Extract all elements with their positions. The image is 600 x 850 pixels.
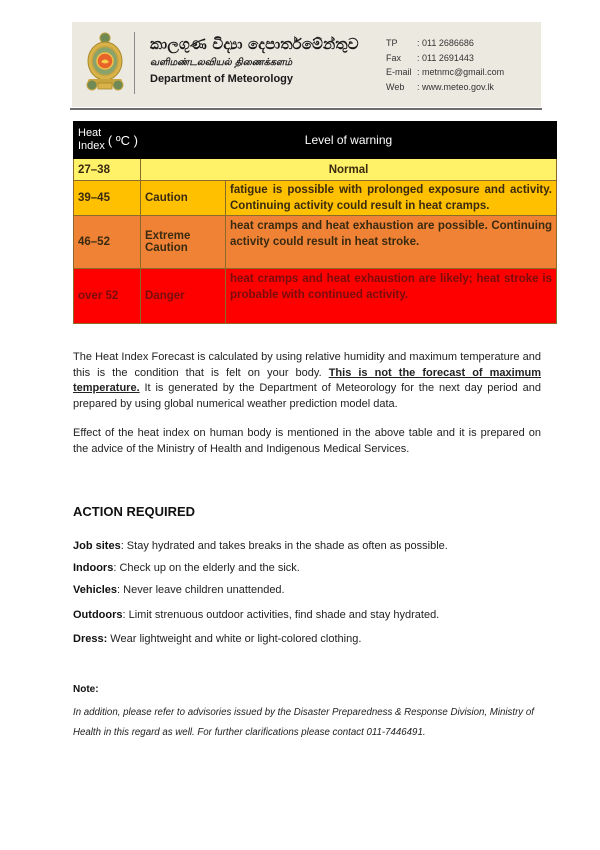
sri-lanka-emblem-icon (84, 31, 126, 93)
action-label: Job sites (73, 540, 121, 552)
action-text: Stay hydrated and takes breaks in the shade as often as possible. (123, 540, 448, 552)
table-row-extreme-caution (74, 216, 557, 269)
action-item-dress (73, 633, 361, 645)
action-text: Check up on the elderly and the sick. (116, 562, 300, 574)
contact-label: Web (386, 81, 405, 92)
action-item-vehicles: Vehicles: Never leave children unattended. (73, 584, 285, 596)
contact-web (386, 80, 504, 95)
warning-description-cell: heat cramps and heat exhaustion are possible. Continuing activity could result in heat stroke. (226, 216, 557, 269)
warning-description-cell: fatigue is possible with prolonged exposure and activity. Continuing activity could result in heat cramps. (226, 181, 557, 216)
department-names (150, 34, 359, 88)
explanation-text-continued: It is generated by the Department of Meteorology for the next day period and prepared by using global numerical weather prediction model data. (73, 382, 541, 410)
action-item-outdoors: Outdoors: Limit strenuous outdoor activities, find shade and stay hydrated. (73, 609, 440, 621)
action-required-heading: ACTION REQUIRED (73, 504, 196, 519)
contact-details (386, 36, 504, 94)
action-text: Limit strenuous outdoor activities, find shade and stay hydrated. (125, 609, 440, 621)
contact-fax (386, 51, 504, 66)
department-name-tamil: வளிமண்டலவியல் திணைக்களம் (150, 57, 293, 68)
department-name-english: Department of Meteorology (150, 73, 294, 85)
heat-range-cell: 39–45 (74, 181, 141, 216)
contact-email (386, 65, 504, 80)
contact-phone (386, 36, 504, 51)
letterhead (72, 22, 541, 107)
contact-label: E-mail (386, 67, 412, 77)
action-label: Outdoors (73, 609, 123, 621)
heat-index-explanation (73, 350, 541, 412)
action-label: Vehicles (73, 584, 118, 596)
warning-level-cell: Normal (141, 159, 557, 181)
header-heat-label: Heat (78, 127, 102, 139)
letterhead-divider (134, 32, 135, 94)
header-unit-label: ( ºC ) (107, 132, 138, 148)
note-label: Note: (73, 684, 99, 695)
contact-value: : 011 2686686 (417, 38, 474, 48)
note-text: In addition, please refer to advisories issued by the Disaster Preparedness & Response Division, Ministry of Health in this regard as well. For further clarifications please contact 011-7446491. (73, 707, 534, 738)
table-header-row (74, 122, 557, 159)
heat-index-column-header (74, 122, 141, 159)
heat-index-table (73, 121, 557, 324)
contact-label: TP (386, 38, 398, 48)
warning-description-cell: heat cramps and heat exhaustion are likely; heat stroke is probable with continued activity. (226, 269, 557, 324)
table-row-danger (74, 269, 557, 324)
warning-level-cell: Caution (141, 181, 226, 216)
heat-range-cell: 27–38 (74, 159, 141, 181)
action-text: Never leave children unattended. (120, 584, 285, 596)
contact-value: : 011 2691443 (417, 52, 474, 63)
warning-level-cell: Danger (141, 269, 226, 324)
action-text: Wear lightweight and white or light-colored clothing. (107, 633, 362, 645)
action-label: Dress: (73, 633, 108, 645)
letterhead-divider-line (70, 108, 542, 110)
warning-level-cell: Extreme Caution (141, 216, 226, 269)
heat-range-cell: over 52 (74, 269, 141, 324)
table-row-caution (74, 181, 557, 216)
action-item-indoors: Indoors: Check up on the elderly and the sick. (73, 562, 300, 574)
department-name-sinhala: කාලගුණ විද්‍යා දෙපාර්තමේන්තුව (150, 35, 359, 53)
health-advice-source: Effect of the heat index on human body is mentioned in the above table and it is prepared on the advice of the Ministry of Health and Indigenous Medical Services. (73, 427, 541, 455)
explanation-text: The Heat Index Forecast is calculated by using relative humidity and maximum temperature and this is the condition that is felt on your body. (73, 351, 541, 379)
heat-range-cell: 46–52 (74, 216, 141, 269)
table-row-normal (74, 159, 557, 181)
contact-label: Fax (386, 52, 402, 63)
action-label: Indoors (73, 562, 114, 574)
action-item-job-sites: Job sites: Stay hydrated and takes breaks in the shade as often as possible. (73, 540, 448, 552)
header-index-label: Index (78, 140, 105, 152)
not-max-temperature-emphasis: This is not the forecast of maximum temperature. (73, 366, 541, 394)
contact-value: : metnmc@gmail.com (417, 67, 505, 77)
contact-value: : www.meteo.gov.lk (417, 81, 494, 92)
level-of-warning-header: Level of warning (141, 122, 557, 159)
